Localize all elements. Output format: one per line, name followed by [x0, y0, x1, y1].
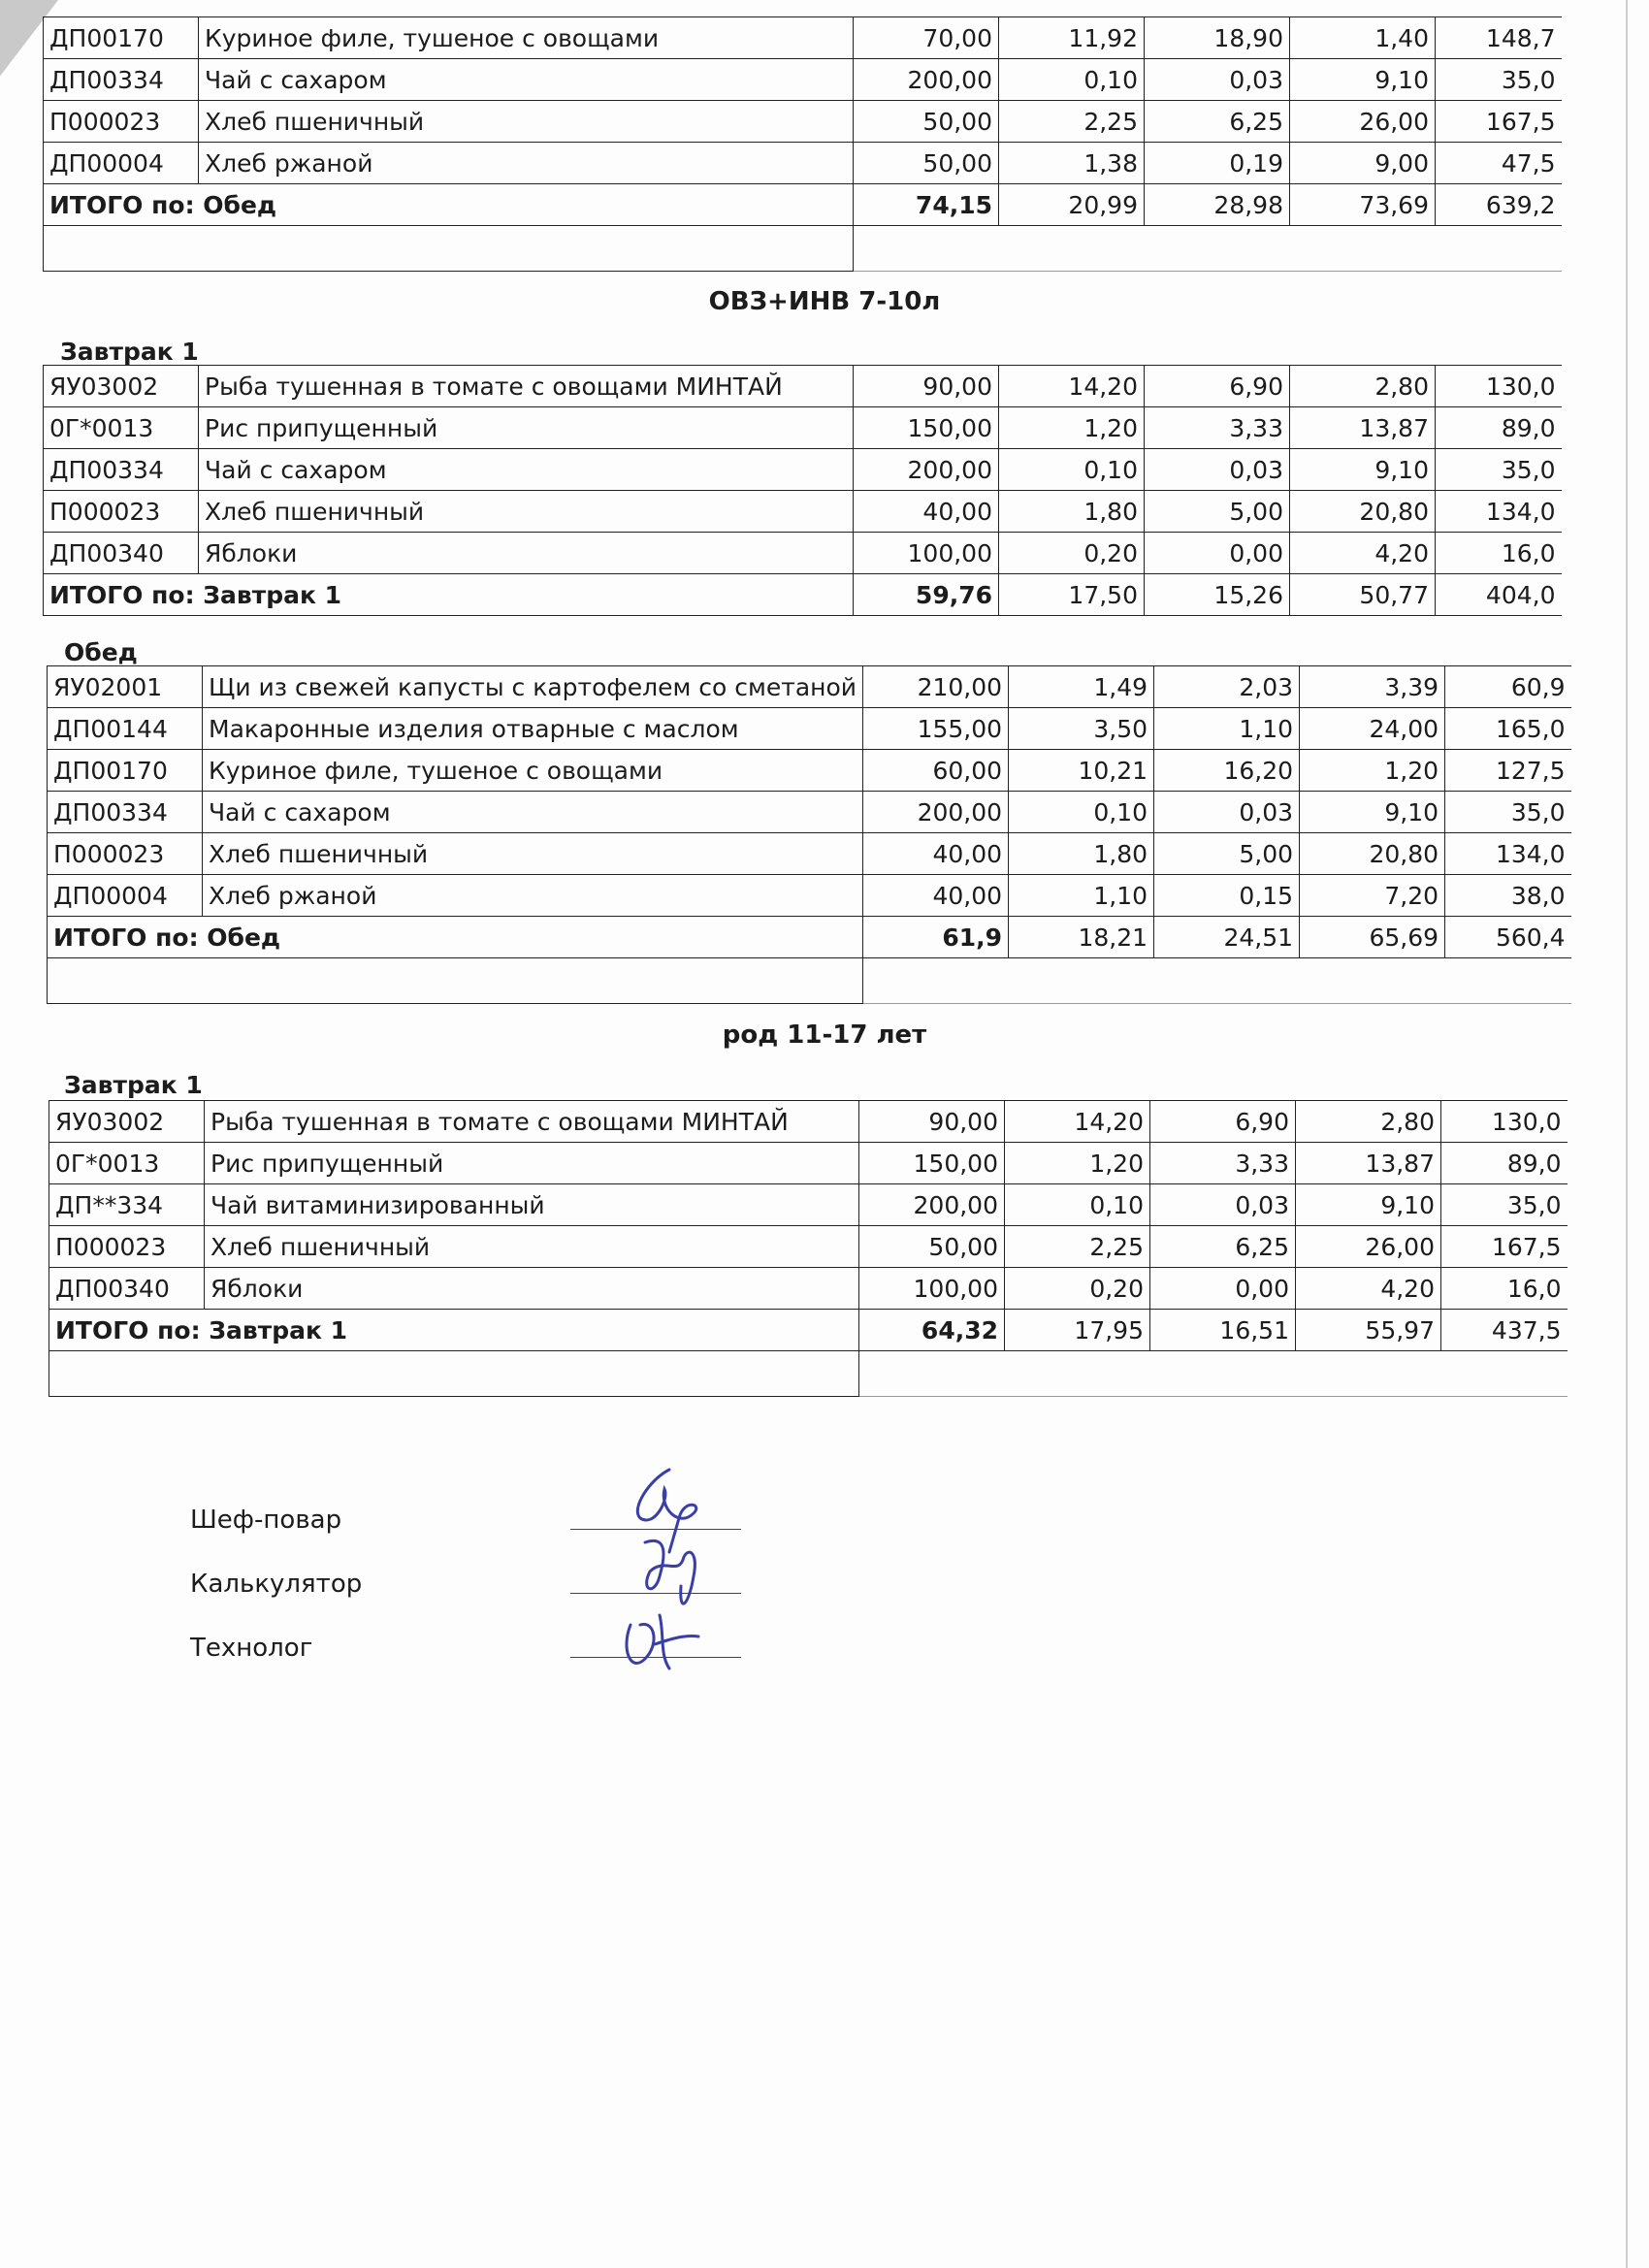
dish-name: Рис припущенный — [199, 407, 854, 449]
meal-title: Завтрак 1 — [60, 338, 199, 366]
blank-cell — [49, 1351, 859, 1397]
table-row — [44, 491, 1562, 533]
dish-code: ДП00004 — [44, 143, 199, 184]
section-title: ОВЗ+ИНВ 7-10л — [708, 287, 941, 316]
signature-role-chef: Шеф-повар — [190, 1506, 342, 1535]
kcal-value: 167,5 — [1436, 101, 1562, 143]
portion-value: 50,00 — [859, 1226, 1005, 1268]
fats-value: 6,25 — [1150, 1226, 1296, 1268]
kcal-value: 130,0 — [1441, 1101, 1568, 1143]
carbs-value: 9,10 — [1290, 449, 1436, 491]
carbs-value: 26,00 — [1296, 1226, 1441, 1268]
kcal-value: 35,0 — [1441, 1184, 1568, 1226]
fats-value: 0,03 — [1145, 449, 1290, 491]
proteins-value: 1,80 — [1009, 833, 1154, 875]
proteins-value: 3,50 — [1009, 708, 1154, 750]
proteins-value: 1,80 — [999, 491, 1145, 533]
proteins-value: 0,20 — [999, 533, 1145, 574]
total-fats: 28,98 — [1145, 184, 1290, 226]
proteins-value: 11,92 — [999, 17, 1145, 59]
carbs-value: 20,80 — [1290, 491, 1436, 533]
total-label: ИТОГО по: Завтрак 1 — [44, 574, 854, 616]
proteins-value: 10,21 — [1009, 750, 1154, 792]
dish-name: Рыба тушенная в томате с овощами МИНТАЙ — [199, 366, 854, 407]
carbs-value: 1,20 — [1300, 750, 1445, 792]
portion-value: 150,00 — [859, 1143, 1005, 1184]
proteins-value: 14,20 — [1005, 1101, 1150, 1143]
table-row — [48, 833, 1571, 875]
total-proteins: 17,50 — [999, 574, 1145, 616]
blank-row — [48, 958, 1571, 1004]
fats-value: 5,00 — [1145, 491, 1290, 533]
table-row — [49, 1226, 1568, 1268]
total-carbs: 55,97 — [1296, 1310, 1441, 1351]
total-carbs: 50,77 — [1290, 574, 1436, 616]
carbs-value: 9,10 — [1290, 59, 1436, 101]
dish-code: ДП00334 — [44, 449, 199, 491]
table-row — [48, 708, 1571, 750]
kcal-value: 16,0 — [1436, 533, 1562, 574]
table-row — [48, 666, 1571, 708]
table-row — [49, 1143, 1568, 1184]
portion-value: 210,00 — [863, 666, 1009, 708]
portion-value: 200,00 — [854, 449, 999, 491]
carbs-value: 1,40 — [1290, 17, 1436, 59]
total-fats: 16,51 — [1150, 1310, 1296, 1351]
fats-value: 0,00 — [1150, 1268, 1296, 1310]
dish-code: ДП00170 — [48, 750, 203, 792]
portion-value: 90,00 — [859, 1101, 1005, 1143]
fats-value: 5,00 — [1154, 833, 1300, 875]
carbs-value: 4,20 — [1290, 533, 1436, 574]
total-kcal: 404,0 — [1436, 574, 1562, 616]
dish-code: ЯУ02001 — [48, 666, 203, 708]
fats-value: 2,03 — [1154, 666, 1300, 708]
total-row — [44, 184, 1562, 226]
carbs-value: 13,87 — [1290, 407, 1436, 449]
dish-code: П000023 — [48, 833, 203, 875]
portion-value: 100,00 — [859, 1268, 1005, 1310]
kcal-value: 35,0 — [1436, 59, 1562, 101]
portion-value: 70,00 — [854, 17, 999, 59]
table-row — [44, 366, 1562, 407]
menu-table-breakfast-senior — [48, 1100, 1568, 1397]
portion-value: 50,00 — [854, 101, 999, 143]
total-price: 61,9 — [863, 917, 1009, 958]
section-title: род 11-17 лет — [722, 1021, 927, 1050]
portion-value: 40,00 — [863, 875, 1009, 917]
handwritten-signatures — [611, 1460, 737, 1683]
kcal-value: 16,0 — [1441, 1268, 1568, 1310]
kcal-value: 134,0 — [1445, 833, 1571, 875]
total-label: ИТОГО по: Завтрак 1 — [49, 1310, 859, 1351]
proteins-value: 0,10 — [999, 59, 1145, 101]
carbs-value: 7,20 — [1300, 875, 1445, 917]
fats-value: 3,33 — [1145, 407, 1290, 449]
kcal-value: 35,0 — [1436, 449, 1562, 491]
kcal-value: 130,0 — [1436, 366, 1562, 407]
signature-role-technologist: Технолог — [190, 1634, 313, 1663]
portion-value: 200,00 — [863, 792, 1009, 833]
table-row — [48, 750, 1571, 792]
kcal-value: 165,0 — [1445, 708, 1571, 750]
portion-value: 100,00 — [854, 533, 999, 574]
blank-cell — [854, 226, 1562, 272]
total-kcal: 560,4 — [1445, 917, 1571, 958]
total-price: 59,76 — [854, 574, 999, 616]
portion-value: 90,00 — [854, 366, 999, 407]
dish-code: ДП00334 — [48, 792, 203, 833]
carbs-value: 13,87 — [1296, 1143, 1441, 1184]
table-row — [48, 792, 1571, 833]
carbs-value: 26,00 — [1290, 101, 1436, 143]
table-row — [49, 1184, 1568, 1226]
proteins-value: 0,20 — [1005, 1268, 1150, 1310]
proteins-value: 0,10 — [999, 449, 1145, 491]
total-kcal: 639,2 — [1436, 184, 1562, 226]
kcal-value: 127,5 — [1445, 750, 1571, 792]
proteins-value: 1,10 — [1009, 875, 1154, 917]
signature-role-calculator: Калькулятор — [190, 1570, 363, 1599]
dish-name: Яблоки — [199, 533, 854, 574]
total-proteins: 17,95 — [1005, 1310, 1150, 1351]
fats-value: 0,19 — [1145, 143, 1290, 184]
table-row — [44, 59, 1562, 101]
meal-title: Завтрак 1 — [64, 1071, 203, 1099]
kcal-value: 89,0 — [1441, 1143, 1568, 1184]
dish-code: ДП00144 — [48, 708, 203, 750]
total-kcal: 437,5 — [1441, 1310, 1568, 1351]
dish-name: Хлеб пшеничный — [203, 833, 863, 875]
dish-name: Макаронные изделия отварные с маслом — [203, 708, 863, 750]
fats-value: 1,10 — [1154, 708, 1300, 750]
dish-name: Щи из свежей капусты с картофелем со сметаной — [203, 666, 863, 708]
meal-title: Обед — [64, 638, 138, 666]
portion-value: 50,00 — [854, 143, 999, 184]
dish-name: Чай с сахаром — [203, 792, 863, 833]
portion-value: 200,00 — [859, 1184, 1005, 1226]
fats-value: 0,03 — [1150, 1184, 1296, 1226]
dish-code: ДП00334 — [44, 59, 199, 101]
dish-name: Хлеб ржаной — [199, 143, 854, 184]
total-fats: 24,51 — [1154, 917, 1300, 958]
total-fats: 15,26 — [1145, 574, 1290, 616]
carbs-value: 20,80 — [1300, 833, 1445, 875]
fats-value: 6,25 — [1145, 101, 1290, 143]
table-row — [49, 1268, 1568, 1310]
dish-code: 0Г*0013 — [44, 407, 199, 449]
dish-name: Хлеб пшеничный — [205, 1226, 859, 1268]
carbs-value: 2,80 — [1296, 1101, 1441, 1143]
kcal-value: 148,7 — [1436, 17, 1562, 59]
fats-value: 16,20 — [1154, 750, 1300, 792]
fats-value: 18,90 — [1145, 17, 1290, 59]
blank-row — [49, 1351, 1568, 1397]
total-label: ИТОГО по: Обед — [44, 184, 854, 226]
portion-value: 40,00 — [863, 833, 1009, 875]
kcal-value: 47,5 — [1436, 143, 1562, 184]
blank-cell — [863, 958, 1571, 1004]
total-price: 74,15 — [854, 184, 999, 226]
menu-table-lunch — [47, 665, 1571, 1004]
table-row — [44, 101, 1562, 143]
fats-value: 0,00 — [1145, 533, 1290, 574]
dish-code: ДП00340 — [49, 1268, 205, 1310]
menu-table-continued — [43, 16, 1562, 272]
proteins-value: 2,25 — [1005, 1226, 1150, 1268]
dish-code: П000023 — [49, 1226, 205, 1268]
table-row — [44, 407, 1562, 449]
blank-cell — [859, 1351, 1568, 1397]
proteins-value: 2,25 — [999, 101, 1145, 143]
carbs-value: 2,80 — [1290, 366, 1436, 407]
dish-code: ДП00170 — [44, 17, 199, 59]
total-proteins: 20,99 — [999, 184, 1145, 226]
total-carbs: 65,69 — [1300, 917, 1445, 958]
table-row — [44, 449, 1562, 491]
dish-name: Рыба тушенная в томате с овощами МИНТАЙ — [205, 1101, 859, 1143]
dish-name: Яблоки — [205, 1268, 859, 1310]
dish-code: ДП**334 — [49, 1184, 205, 1226]
dish-code: ЯУ03002 — [44, 366, 199, 407]
proteins-value: 14,20 — [999, 366, 1145, 407]
kcal-value: 38,0 — [1445, 875, 1571, 917]
fats-value: 0,03 — [1154, 792, 1300, 833]
proteins-value: 1,38 — [999, 143, 1145, 184]
table-row — [44, 143, 1562, 184]
portion-value: 155,00 — [863, 708, 1009, 750]
proteins-value: 1,20 — [999, 407, 1145, 449]
kcal-value: 89,0 — [1436, 407, 1562, 449]
dish-code: ЯУ03002 — [49, 1101, 205, 1143]
portion-value: 40,00 — [854, 491, 999, 533]
blank-cell — [48, 958, 863, 1004]
kcal-value: 35,0 — [1445, 792, 1571, 833]
dish-name: Рис припущенный — [205, 1143, 859, 1184]
carbs-value: 3,39 — [1300, 666, 1445, 708]
carbs-value: 9,00 — [1290, 143, 1436, 184]
dish-name: Хлеб пшеничный — [199, 101, 854, 143]
blank-cell — [44, 226, 854, 272]
total-carbs: 73,69 — [1290, 184, 1436, 226]
dish-code: ДП00340 — [44, 533, 199, 574]
carbs-value: 9,10 — [1300, 792, 1445, 833]
fats-value: 0,15 — [1154, 875, 1300, 917]
kcal-value: 167,5 — [1441, 1226, 1568, 1268]
fats-value: 0,03 — [1145, 59, 1290, 101]
total-row — [44, 574, 1562, 616]
fats-value: 6,90 — [1145, 366, 1290, 407]
proteins-value: 0,10 — [1005, 1184, 1150, 1226]
dish-code: П000023 — [44, 491, 199, 533]
total-price: 64,32 — [859, 1310, 1005, 1351]
dish-name: Куриное филе, тушеное с овощами — [199, 17, 854, 59]
fats-value: 3,33 — [1150, 1143, 1296, 1184]
table-row — [49, 1101, 1568, 1143]
kcal-value: 134,0 — [1436, 491, 1562, 533]
table-row — [44, 17, 1562, 59]
dish-code: П000023 — [44, 101, 199, 143]
dish-name: Чай с сахаром — [199, 449, 854, 491]
dish-name: Чай витаминизированный — [205, 1184, 859, 1226]
total-row — [48, 917, 1571, 958]
proteins-value: 1,20 — [1005, 1143, 1150, 1184]
proteins-value: 0,10 — [1009, 792, 1154, 833]
total-proteins: 18,21 — [1009, 917, 1154, 958]
scan-edge-line — [1626, 0, 1628, 2268]
carbs-value: 9,10 — [1296, 1184, 1441, 1226]
portion-value: 200,00 — [854, 59, 999, 101]
dish-code: ДП00004 — [48, 875, 203, 917]
dish-name: Хлеб ржаной — [203, 875, 863, 917]
carbs-value: 24,00 — [1300, 708, 1445, 750]
total-row — [49, 1310, 1568, 1351]
total-label: ИТОГО по: Обед — [48, 917, 863, 958]
blank-row — [44, 226, 1562, 272]
portion-value: 150,00 — [854, 407, 999, 449]
dish-name: Чай с сахаром — [199, 59, 854, 101]
dish-name: Куриное филе, тушеное с овощами — [203, 750, 863, 792]
fats-value: 6,90 — [1150, 1101, 1296, 1143]
dish-name: Хлеб пшеничный — [199, 491, 854, 533]
dish-code: 0Г*0013 — [49, 1143, 205, 1184]
table-row — [44, 533, 1562, 574]
portion-value: 60,00 — [863, 750, 1009, 792]
kcal-value: 60,9 — [1445, 666, 1571, 708]
table-row — [48, 875, 1571, 917]
proteins-value: 1,49 — [1009, 666, 1154, 708]
carbs-value: 4,20 — [1296, 1268, 1441, 1310]
menu-table-breakfast — [43, 365, 1562, 616]
